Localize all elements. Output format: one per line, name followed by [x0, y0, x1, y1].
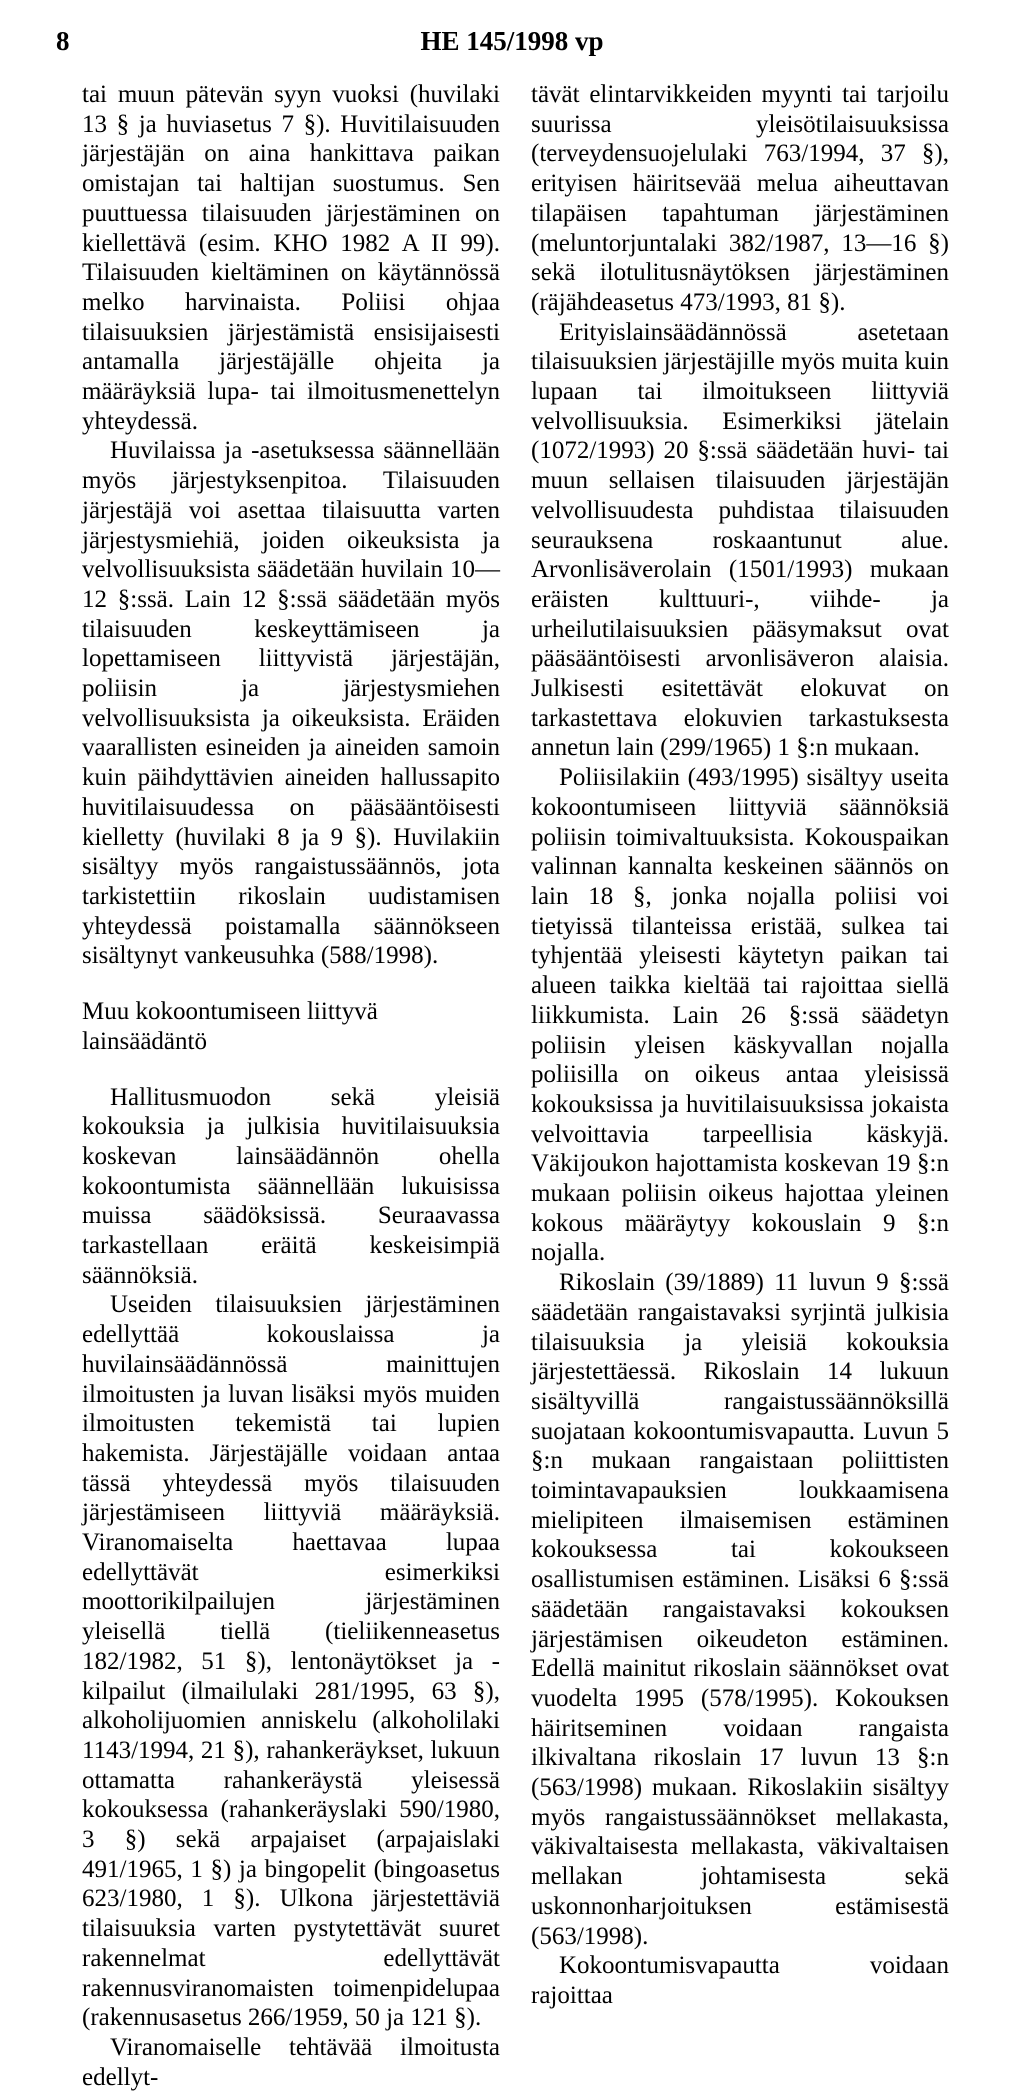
paragraph: Poliisilakiin (493/1995) sisältyy useita kokoontumiseen liittyviä säännöksiä poliisin toimivaltuuksista. Kokouspaikan valinnan kannalta keskeinen säännös on lain 18 §, jonka nojalla poliisi voi tietyissä tilanteissa eristää, sulkea tai tyhjentää yleisesti käytetyn paikan tai alueen taikka kieltää tai rajoittaa siellä liikkumista. Lain 26 §:ssä säädetyn poliisin yleisen käskyvallan nojalla poliisilla on oikeus antaa yleisissä kokouksissa ja huvitilaisuuksissa jokaista velvoittavia tarpeellisia käskyjä. Väkijoukon hajottamista koskevan 19 §:n mukaan poliisin oikeus hajottaa yleinen kokous määräytyy kokouslain 9 §:n nojalla.	[531, 764, 949, 1267]
right-column	[531, 80, 949, 2011]
paragraph: Erityislainsäädännössä asetetaan tilaisuuksien järjestäjille myös muita kuin lupaan tai ilmoitukseen liittyviä velvollisuuksia. Esimerkiksi jätelain (1072/1993) 20 §:ssä säädetään huvi- tai muun sellaisen tilaisuuden järjestäjän velvollisuudesta puhdistaa tilaisuuden seurauksena roskaantunut alue. Arvonlisäverolain (1501/1993) mukaan eräisten kulttuuri-, viihde- ja urheilutilaisuuksien pääsymaksut ovat pääsääntöisesti arvonlisäveron alaisia. Julkisesti esitettävät elokuvat on tarkastettava elokuvien tarkastuksesta annetun lain (299/1965) 1 §:n mukaan.	[531, 318, 949, 762]
paragraph: tävät elintarvikkeiden myynti tai tarjoilu suurissa yleisötilaisuuksissa (terveydensuojelulaki 763/1994, 37 §), erityisen häiritsevää melua aiheuttavan tilapäisen tapahtuman järjestäminen (meluntorjuntalaki 382/1987, 13—16 §) sekä ilotulitusnäytöksen järjestäminen (räjähdeasetus 473/1993, 81 §).	[531, 81, 949, 316]
paragraph: Useiden tilaisuuksien järjestäminen edellyttää kokouslaissa ja huvilainsäädännössä mainittujen ilmoitusten ja luvan lisäksi myös muiden ilmoitusten tekemistä tai lupien hakemista. Järjestäjälle voidaan antaa tässä yhteydessä myös tilaisuuden järjestämiseen liittyviä määräyksiä. Viranomaiselta haettavaa lupaa edellyttävät esimerkiksi moottorikilpailujen järjestäminen yleisellä tiellä (tieliikenneasetus 182/1982, 51 §), lentonäytökset ja -kilpailut (ilmailulaki 281/1995, 63 §), alkoholijuomien anniskelu (alkoholilaki 1143/1994, 21 §), rahankeräykset, lukuun ottamatta rahankeräystä yleisessä kokouksessa (rahankeräyslaki 590/1980, 3 §) sekä arpajaiset (arpajaislaki 491/1965, 1 §) ja bingopelit (bingoasetus 623/1980, 1 §). Ulkona järjestettäviä tilaisuuksia varten pystytettävät suuret rakennelmat edellyttävät rakennusviranomaisten toimenpidelupaa (rakennusasetus 266/1959, 50 ja 121 §).	[82, 1291, 500, 2032]
paragraph: Viranomaiselle tehtävää ilmoitusta edellyt-	[82, 2034, 500, 2091]
running-title: HE 145/1998 vp	[420, 26, 604, 56]
left-column	[82, 80, 500, 2092]
section-heading: Muu kokoontumiseen liittyvä lainsäädäntö	[82, 998, 378, 1055]
paragraph: tai muun pätevän syyn vuoksi (huvilaki 13 § ja huviasetus 7 §). Huvitilaisuuden järjestäjän on aina hankittava paikan omistajan tai haltijan suostumus. Sen puuttuessa tilaisuuden järjestäminen on kiellettävä (esim. KHO 1982 A II 99). Tilaisuuden kieltäminen on käytännössä melko harvinaista. Poliisi ohjaa tilaisuuksien järjestämistä ensisijaisesti antamalla järjestäjälle ohjeita ja määräyksiä lupa- tai ilmoitusmenettelyn yhteydessä.	[82, 81, 500, 435]
paragraph: Rikoslain (39/1889) 11 luvun 9 §:ssä säädetään rangaistavaksi syrjintä julkisia tilaisuuksia ja yleisiä kokouksia järjestettäessä. Rikoslain 14 lukuun sisältyvillä rangaistussäännöksillä suojataan kokoontumisvapautta. Luvun 5 §:n mukaan rangaistaan poliittisten toimintavapauksien loukkaamisena mielipiteen ilmaisemisen estäminen kokouksessa tai kokoukseen osallistumisen estäminen. Lisäksi 6 §:ssä säädetään rangaistavaksi kokouksen järjestämisen oikeudeton estäminen. Edellä mainitut rikoslain säännökset ovat vuodelta 1995 (578/1995). Kokouksen häiritseminen voidaan rangaista ilkivaltana rikoslain 17 luvun 13 §:n (563/1998) mukaan. Rikoslakiin sisältyy myös rangaistussäännökset mellakasta, väkivaltaisesta mellakasta, väkivaltaisen mellakan johtamisesta sekä uskonnonharjoituksen estämisestä (563/1998).	[531, 1269, 949, 1950]
paragraph: Hallitusmuodon sekä yleisiä kokouksia ja julkisia huvitilaisuuksia koskevan lainsäädännön ohella kokoontumista säännellään lukuisissa muissa säädöksissä. Seuraavassa tarkastellaan eräitä keskeisimpiä säännöksiä.	[82, 1083, 500, 1289]
page-number: 8	[56, 26, 70, 56]
paragraph: Huvilaissa ja -asetuksessa säännellään myös järjestyksenpitoa. Tilaisuuden järjestäjä voi asettaa tilaisuutta varten järjestysmiehiä, joiden oikeuksista ja velvollisuuksista säädetään huvilain 10—12 §:ssä. Lain 12 §:ssä säädetään myös tilaisuuden keskeyttämiseen ja lopettamiseen liittyvistä järjestäjän, poliisin ja järjestysmiehen velvollisuuksista ja oikeuksista. Eräiden vaarallisten esineiden ja aineiden samoin kuin päihdyttävien aineiden hallussapito huvitilaisuudessa on pääsääntöisesti kielletty (huvilaki 8 ja 9 §). Huvilakiin sisältyy myös rangaistussäännös, jota tarkistettiin rikoslain uudistamisen yhteydessä poistamalla säännökseen sisältynyt vankeusuhka (588/1998).	[82, 437, 500, 970]
paragraph: Kokoontumisvapautta voidaan rajoittaa	[531, 1952, 949, 2009]
